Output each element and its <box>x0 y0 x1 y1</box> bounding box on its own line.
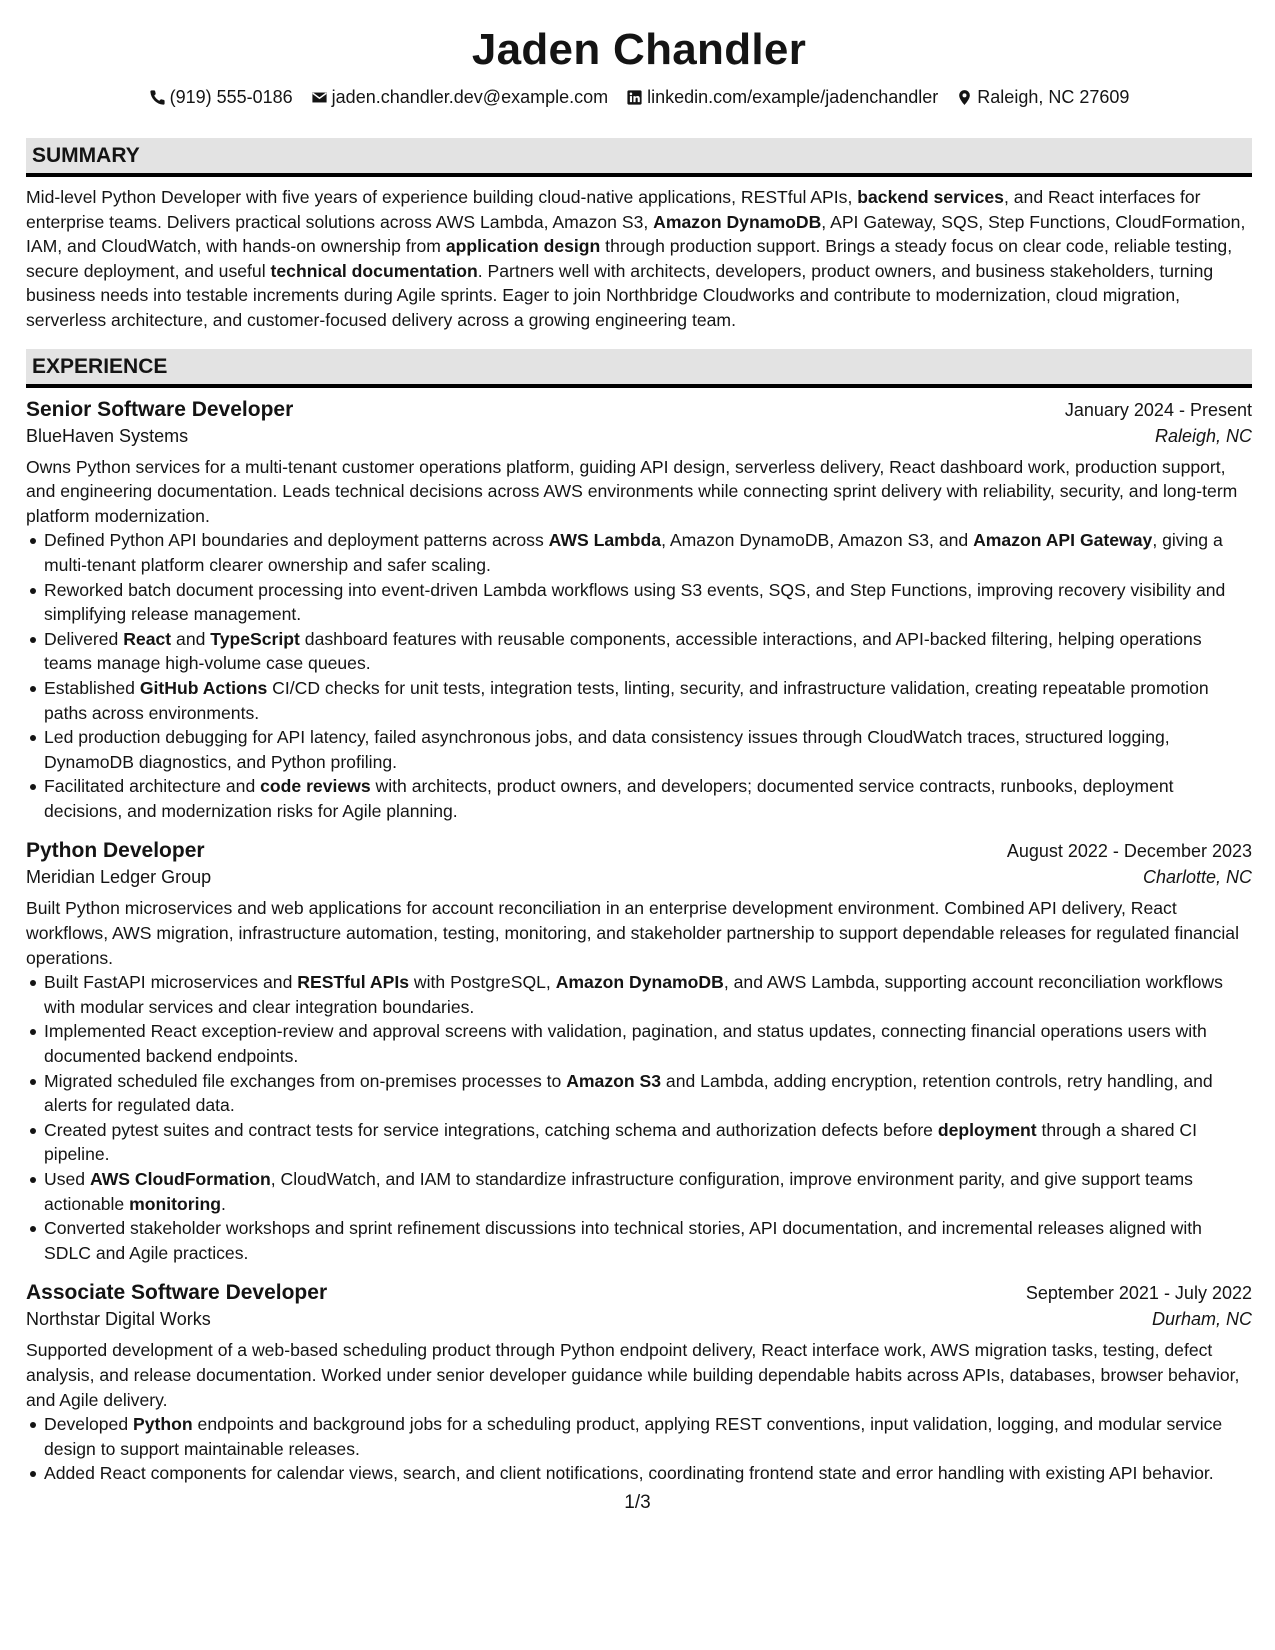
summary-paragraph <box>26 185 1252 333</box>
bullet-item <box>26 1069 1252 1118</box>
job-header <box>26 398 1252 422</box>
job-subheader <box>26 1309 1252 1330</box>
bold-keyword: RESTful APIs <box>297 972 410 993</box>
job-entry <box>26 1281 1252 1486</box>
bullet-dot-icon <box>30 637 36 643</box>
bullet-dot-icon <box>30 1079 36 1085</box>
company-name: BlueHaven Systems <box>26 425 189 446</box>
bold-keyword: React <box>123 628 172 649</box>
location-text: Raleigh, NC 27609 <box>977 87 1130 107</box>
candidate-name: Jaden Chandler <box>471 25 807 74</box>
job-entry <box>26 398 1252 824</box>
text-run: with PostgreSQL, <box>409 972 556 993</box>
bullet-item <box>26 1412 1252 1461</box>
linkedin-text[interactable]: linkedin.com/example/jadenchandler <box>647 87 939 107</box>
job-title: Python Developer <box>26 839 205 863</box>
text-run: Established <box>44 677 140 698</box>
bold-keyword: Amazon DynamoDB <box>653 211 822 232</box>
bullet-item <box>26 1461 1252 1486</box>
bullet-dot-icon <box>30 538 36 544</box>
text-run: and <box>171 628 211 649</box>
phone-text: (919) 555-0186 <box>169 87 293 107</box>
text-run: Used <box>44 1169 90 1189</box>
text-run: Converted stakeholder workshops and sprint refinement discussions into technical stories, API documentation, and incremental releases aligned with SDLC and Agile practices. <box>44 1218 1202 1263</box>
company-name: Meridian Ledger Group <box>26 867 212 888</box>
bullet-dot-icon <box>30 1226 36 1232</box>
text-run: Developed <box>44 1414 134 1435</box>
contact-linkedin[interactable] <box>626 84 938 110</box>
bold-keyword: GitHub Actions <box>139 677 268 698</box>
map-pin-icon <box>956 89 973 106</box>
bullet-item <box>26 774 1252 823</box>
text-run: Mid-level Python Developer with five years of experience building cloud-native applications, RESTful APIs, <box>26 187 858 207</box>
text-run: endpoints and background jobs for a scheduling product, applying REST conventions, input validation, logging, and modular service design to support maintainable releases. <box>44 1414 1223 1459</box>
bold-keyword: AWS Lambda <box>548 530 662 551</box>
text-run: , and React interfaces for enterprise teams. Delivers practical solutions across AWS Lambda, Amazon S3, <box>26 187 1201 232</box>
bold-keyword: AWS CloudFormation <box>89 1169 271 1189</box>
experience-heading: EXPERIENCE <box>26 349 1252 388</box>
job-dates: September 2021 - July 2022 <box>1025 1283 1252 1304</box>
bullet-dot-icon <box>30 686 36 692</box>
job-title: Senior Software Developer <box>26 397 294 421</box>
job-description: Supported development of a web-based scheduling product through Python endpoint delivery, React interface work, AWS migration tasks, testing, defect analysis, and release documentation. Worked under senior developer guidance while building dependable habits across APIs, databases, browser behavior, and Agile delivery. <box>26 1340 1240 1410</box>
bullet-item <box>26 1019 1252 1068</box>
bullet-dot-icon <box>30 588 36 594</box>
text-run: Reworked batch document processing into event-driven Lambda workflows using S3 events, SQS, and Step Functions, improving recovery visibility and simplifying release management. <box>44 579 1226 625</box>
bold-keyword: application design <box>445 236 601 257</box>
phone-icon <box>149 89 166 106</box>
bullet-dot-icon <box>30 980 36 986</box>
bold-keyword: monitoring <box>129 1193 221 1214</box>
bullet-item <box>26 627 1252 676</box>
job-description: Owns Python services for a multi-tenant customer operations platform, guiding API design, serverless delivery, React dashboard work, production support, and engineering documentation. Leads technical decisions across AWS environments while connecting sprint delivery with reliability, security, and long-term platform modernization. <box>26 456 1238 526</box>
job-bullets <box>26 1412 1252 1486</box>
bullet-dot-icon <box>30 1029 36 1035</box>
job-dates: January 2024 - Present <box>1064 399 1252 420</box>
text-run: dashboard features with reusable components, accessible interactions, and API-backed filtering, helping operations teams manage high-volume case queues. <box>44 628 1202 674</box>
text-run: , API Gateway, SQS, Step Functions, CloudFormation, IAM, and CloudWatch, with hands-on ownership from <box>26 211 1246 257</box>
contact-email[interactable] <box>311 84 608 110</box>
text-run: through a shared CI pipeline. <box>44 1119 1197 1165</box>
text-run: CI/CD checks for unit tests, integration tests, linting, security, and infrastructure validation, creating repeatable promotion paths across environments. <box>44 677 1209 723</box>
text-run: , Amazon DynamoDB, Amazon S3, and <box>661 530 974 551</box>
bullet-item <box>26 725 1252 774</box>
text-run: . <box>220 1193 226 1214</box>
bold-keyword: code reviews <box>260 776 371 797</box>
bold-keyword: deployment <box>937 1119 1037 1140</box>
text-run: Created pytest suites and contract tests for service integrations, catching schema and authorization defects before <box>44 1119 938 1140</box>
experience-list <box>26 398 1252 1486</box>
bullet-dot-icon <box>30 1128 36 1134</box>
text-run: Delivered <box>44 628 124 649</box>
bullet-dot-icon <box>30 784 36 790</box>
job-entry <box>26 839 1252 1265</box>
contact-phone <box>149 84 293 110</box>
bullet-item <box>26 1118 1252 1167</box>
bullet-dot-icon <box>30 1471 36 1477</box>
email-text[interactable]: jaden.chandler.dev@example.com <box>331 87 609 107</box>
job-description: Built Python microservices and web applications for account reconciliation in an enterprise development environment. Combined API delivery, React workflows, AWS migration, infrastructure automation, testing, monitoring, and stakeholder partnership to support dependable releases for regulated financial operations. <box>26 898 1239 968</box>
job-subheader <box>26 867 1252 888</box>
bold-keyword: Amazon API Gateway <box>973 530 1153 551</box>
bullet-item <box>26 970 1252 1019</box>
text-run: Migrated scheduled file exchanges from on-premises processes to <box>44 1070 567 1091</box>
bullet-item <box>26 528 1252 577</box>
bullet-item <box>26 676 1252 725</box>
resume-page <box>26 0 1252 1486</box>
summary-heading: SUMMARY <box>26 138 1252 177</box>
text-run: , CloudWatch, and IAM to standardize infrastructure configuration, improve environment parity, and give support teams actionable <box>44 1169 1193 1214</box>
bullet-dot-icon <box>30 1177 36 1183</box>
bullet-dot-icon <box>30 1422 36 1428</box>
text-run: . Partners well with architects, developers, product owners, and business stakeholders, turning business needs into testable increments during Agile sprints. Eager to join Northbridge Cloudworks and contribute to modernization, cloud migration, serverless architecture, and customer-focused delivery across a growing engineering team. <box>26 260 1214 330</box>
bold-keyword: Python <box>133 1414 193 1435</box>
text-run: , giving a multi-tenant platform clearer ownership and safer scaling. <box>44 530 1223 575</box>
text-run: and Lambda, adding encryption, retention controls, retry handling, and alerts for regulated data. <box>44 1070 1213 1116</box>
envelope-icon <box>311 89 328 106</box>
job-location: Charlotte, NC <box>1142 867 1252 888</box>
text-run: , and AWS Lambda, supporting account reconciliation workflows with modular services and clear integration boundaries. <box>44 972 1223 1017</box>
text-run: Led production debugging for API latency, failed asynchronous jobs, and data consistency issues through CloudWatch traces, structured logging, DynamoDB diagnostics, and Python profiling. <box>44 727 1170 772</box>
job-title: Associate Software Developer <box>26 1281 328 1305</box>
job-header <box>26 1281 1252 1305</box>
job-location: Durham, NC <box>1151 1309 1252 1330</box>
job-location: Raleigh, NC <box>1154 425 1252 446</box>
bullet-item <box>26 1216 1252 1265</box>
text-run: Built FastAPI microservices and <box>44 972 298 993</box>
text-run: Implemented React exception-review and approval screens with validation, pagination, and status updates, connecting financial operations users with documented backend endpoints. <box>44 1021 1207 1067</box>
bold-keyword: TypeScript <box>210 628 300 649</box>
page-number: 1/3 <box>624 1492 651 1513</box>
bullet-dot-icon <box>30 735 36 741</box>
text-run: Added React components for calendar views, search, and client notifications, coordinating frontend state and error handling with existing API behavior. <box>44 1463 1214 1484</box>
job-bullets <box>26 528 1252 823</box>
company-name: Northstar Digital Works <box>26 1309 211 1330</box>
job-dates: August 2022 - December 2023 <box>1006 841 1252 862</box>
bold-keyword: technical documentation <box>270 260 478 281</box>
text-run: through production support. Brings a steady focus on clear code, reliable testing, secure deployment, and useful <box>26 236 1233 281</box>
bold-keyword: Amazon DynamoDB <box>555 972 724 993</box>
text-run: Defined Python API boundaries and deployment patterns across <box>44 530 549 551</box>
bullet-item <box>26 1167 1252 1216</box>
linkedin-icon <box>626 89 643 106</box>
text-run: Facilitated architecture and <box>44 776 261 797</box>
bold-keyword: Amazon S3 <box>566 1070 662 1091</box>
contact-bar <box>26 84 1252 110</box>
bullet-item <box>26 578 1252 627</box>
text-run: with architects, product owners, and developers; documented service contracts, runbooks, deployment decisions, and modernization risks for Agile planning. <box>44 776 1174 821</box>
contact-location <box>956 84 1129 110</box>
job-header <box>26 839 1252 863</box>
job-bullets <box>26 970 1252 1265</box>
bold-keyword: backend services <box>857 187 1004 207</box>
job-subheader <box>26 426 1252 447</box>
